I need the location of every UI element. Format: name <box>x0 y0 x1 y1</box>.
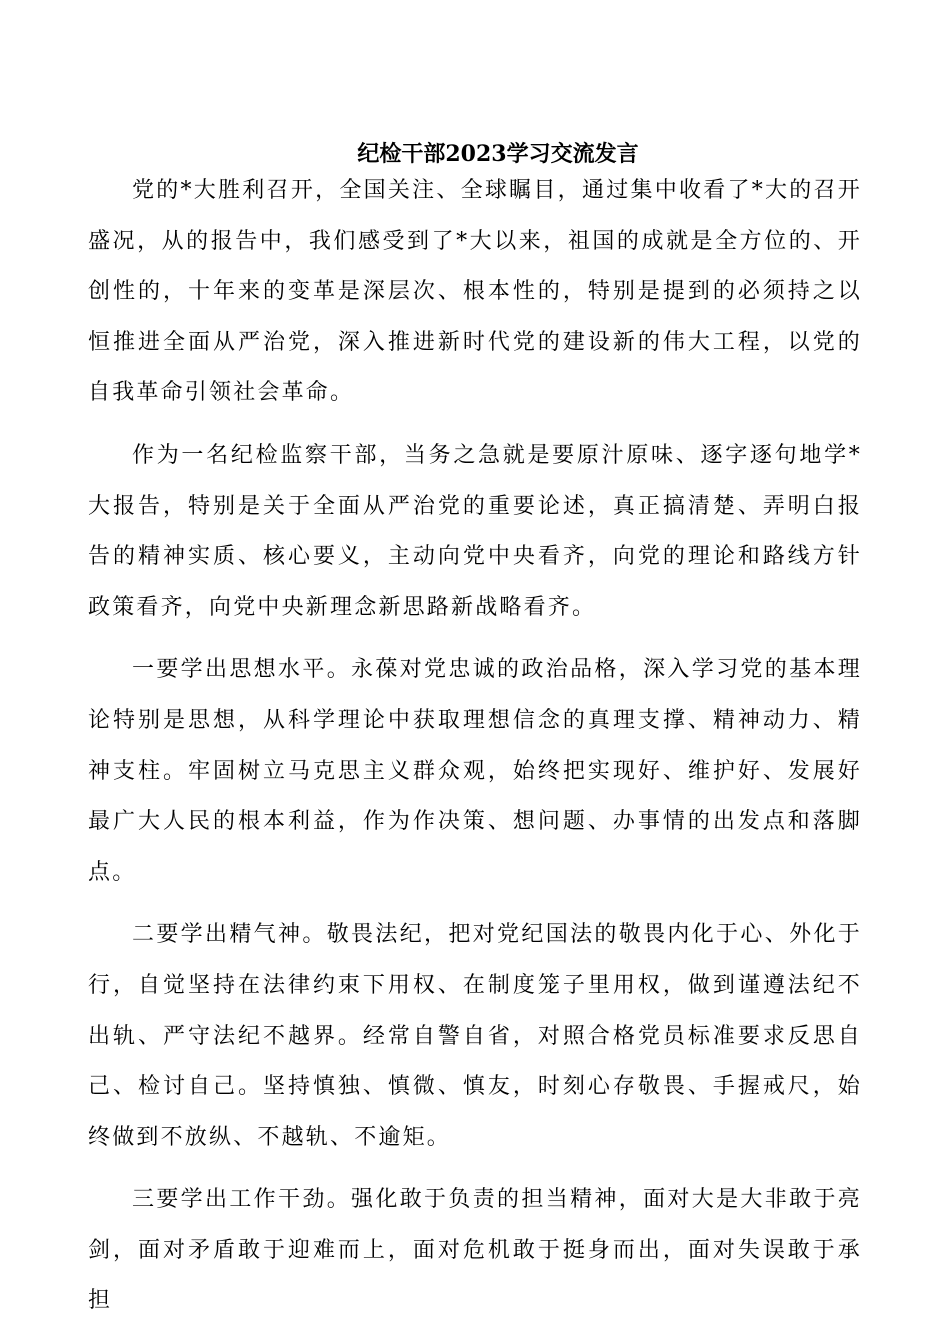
paragraph-1: 党的*大胜利召开，全国关注、全球瞩目，通过集中收看了*大的召开盛况，从的报告中，我们感受到了*大以来，祖国的成就是全方位的、开创性的，十年来的变革是深层次、根本性的，特别是提到的必须持之以恒推进全面从严治党，深入推进新时代党的建设新的伟大工程，以党的自我革命引领社会革命。 <box>88 178 862 406</box>
document-title: 纪检干部2023学习交流发言 <box>357 141 639 167</box>
paragraph-3: 一要学出思想水平。永葆对党忠诚的政治品格，深入学习党的基本理论特别是思想，从科学理论中获取理想信念的真理支撑、精神动力、精神支柱。牢固树立马克思主义群众观，始终把实现好、维护好、发展好最广大人民的根本利益，作为作决策、想问题、办事情的出发点和落脚点。 <box>88 657 862 885</box>
document-body <box>88 166 862 1327</box>
paragraph-5: 三要学出工作干劲。强化敢于负责的担当精神，面对大是大非敢于亮剑，面对矛盾敢于迎难而上，面对危机敢于挺身而出，面对失误敢于承担 <box>88 1187 862 1314</box>
paragraph-2: 作为一名纪检监察干部，当务之急就是要原汁原味、逐字逐句地学*大报告，特别是关于全面从严治党的重要论述，真正搞清楚、弄明白报告的精神实质、核心要义，主动向党中央看齐，向党的理论和路线方针政策看齐，向党中央新理念新思路新战略看齐。 <box>88 442 862 620</box>
paragraph-4: 二要学出精气神。敬畏法纪，把对党纪国法的敬畏内化于心、外化于行，自觉坚持在法律约束下用权、在制度笼子里用权，做到谨遵法纪不出轨、严守法纪不越界。经常自警自省，对照合格党员标准要求反思自己、检讨自己。坚持慎独、慎微、慎友，时刻心存敬畏、手握戒尺，始终做到不放纵、不越轨、不逾矩。 <box>88 922 862 1150</box>
